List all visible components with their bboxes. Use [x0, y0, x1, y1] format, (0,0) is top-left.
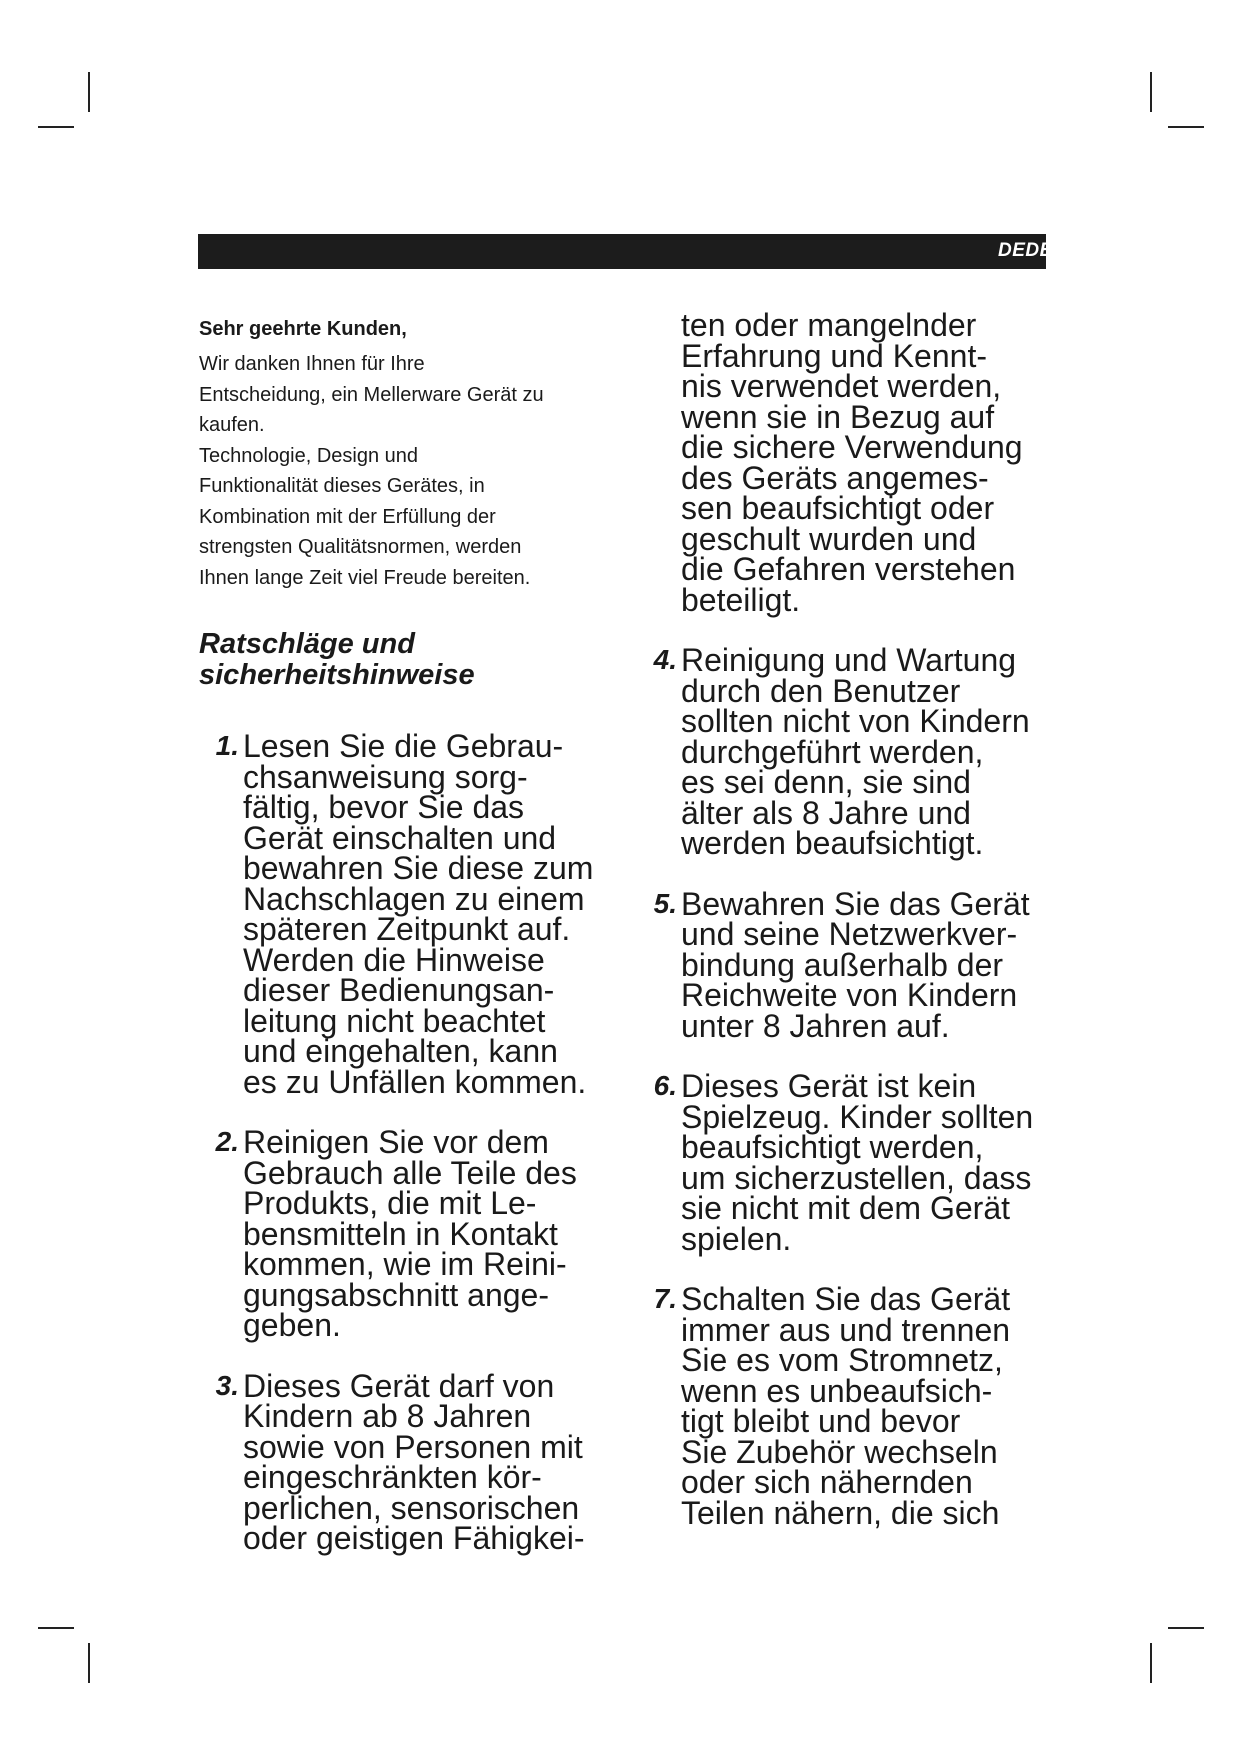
item-line: es zu Unfällen kommen. [243, 1063, 587, 1100]
crop-mark-top-right-v [1150, 72, 1152, 112]
intro-line: kaufen. [199, 414, 265, 436]
item-number: 6. [653, 1070, 677, 1101]
section-title [199, 629, 624, 691]
item-line: wenn sie in Bezug auf [681, 398, 995, 435]
item-line: perlichen, sensorischen [243, 1489, 580, 1526]
safety-item-1 [199, 728, 624, 1100]
section-title-line: Ratschläge und [199, 628, 415, 660]
crop-mark-bottom-left-h [38, 1627, 74, 1629]
item-line: sen beaufsichtigt oder [681, 490, 995, 526]
item-line: wenn es unbeaufsich- [681, 1372, 993, 1409]
item-line: beteiligt. [681, 581, 801, 618]
item-line: werden beaufsichtigt. [681, 825, 984, 861]
item-line: leitung nicht beachtet [243, 1002, 546, 1039]
safety-item-2 [199, 1124, 624, 1343]
header-bar [198, 234, 1053, 269]
item-line: sie nicht mit dem Gerät [681, 1190, 1010, 1226]
item-line: kommen, wie im Reini- [243, 1246, 567, 1282]
item-line: geben. [243, 1307, 341, 1343]
item-line: bensmitteln in Kontakt [243, 1215, 558, 1252]
item-line: gungsabschnitt ange- [243, 1276, 549, 1313]
item-line: unter 8 Jahren auf. [681, 1007, 950, 1044]
item-line: Lesen Sie die Gebrau- [243, 728, 564, 764]
safety-item-3-continuation [645, 307, 1065, 618]
item-line: ten oder mangelnder [681, 307, 977, 343]
item-line: sowie von Personen mit [243, 1428, 583, 1465]
intro-line: Ihnen lange Zeit viel Freude bereiten. [199, 566, 531, 589]
item-line: die sichere Verwendung [681, 429, 1023, 465]
item-number: 1. [215, 730, 239, 761]
item-line: spielen. [681, 1220, 792, 1257]
item-line: oder geistigen Fähigkei- [243, 1520, 585, 1556]
item-line: Sie es vom Stromnetz, [681, 1342, 1003, 1378]
item-line: Spielzeug. Kinder sollten [681, 1098, 1034, 1135]
item-line: Erfahrung und Kennt- [681, 337, 987, 374]
intro-line: Wir danken Ihnen für Ihre [199, 353, 425, 375]
intro-line: Entscheidung, ein Mellerware Gerät zu [199, 383, 544, 406]
item-line: des Geräts angemes- [681, 459, 989, 496]
item-line: und seine Netzwerkver- [681, 916, 1018, 952]
item-line: Sie Zubehör wechseln [681, 1433, 998, 1470]
item-line: Dieses Gerät ist kein [681, 1068, 977, 1104]
section-title-line: sicherheitshinweise [199, 659, 475, 691]
item-line: die Gefahren verstehen [681, 551, 1016, 587]
safety-item-3 [199, 1367, 624, 1556]
item-line: durchgeführt werden, [681, 733, 984, 770]
item-line: dieser Bedienungsan- [243, 972, 555, 1008]
item-number: 7. [653, 1283, 677, 1314]
item-line: Dieses Gerät darf von [243, 1367, 555, 1404]
item-line: fältig, bevor Sie das [243, 789, 525, 825]
greeting: Sehr geehrte Kunden, [199, 318, 407, 340]
item-line: es sei denn, sie sind [681, 764, 971, 800]
item-line: Teilen nähern, die sich [681, 1494, 1000, 1531]
crop-mark-top-right-h [1168, 126, 1204, 128]
intro-line: Funktionalität dieses Gerätes, in [199, 475, 485, 497]
item-line: Produkts, die mit Le- [243, 1185, 537, 1221]
item-line: Reinigen Sie vor dem [243, 1124, 549, 1160]
crop-mark-top-left-h [38, 126, 74, 128]
item-line: geschult wurden und [681, 520, 977, 557]
crop-mark-bottom-right-h [1168, 1627, 1204, 1629]
crop-mark-bottom-left-v [88, 1643, 90, 1683]
item-line: und eingehalten, kann [243, 1033, 558, 1069]
item-number: 4. [653, 644, 677, 675]
item-line: durch den Benutzer [681, 672, 961, 709]
item-number: 5. [653, 887, 677, 919]
item-line: Schalten Sie das Gerät [681, 1281, 1011, 1317]
item-line: tigt bleibt und bevor [681, 1403, 961, 1439]
item-line: oder sich nähernden [681, 1464, 973, 1500]
item-line: bewahren Sie diese zum [243, 850, 594, 886]
item-line: Werden die Hinweise [243, 941, 545, 978]
intro-line: strengsten Qualitätsnormen, werden [199, 536, 522, 558]
left-column [199, 318, 624, 1584]
item-line: nis verwendet werden, [681, 368, 1002, 404]
item-line: Nachschlagen zu einem [243, 880, 585, 917]
safety-item-7 [645, 1281, 1065, 1531]
item-line: Gebrauch alle Teile des [243, 1154, 577, 1191]
intro-line: Technologie, Design und [199, 444, 419, 467]
item-number: 3. [215, 1369, 239, 1401]
item-line: Reichweite von Kindern [681, 977, 1018, 1013]
crop-mark-top-left-v [88, 72, 90, 112]
item-line: immer aus und trennen [681, 1311, 1011, 1348]
item-line: Kindern ab 8 Jahren [243, 1398, 532, 1434]
item-line: Reinigung und Wartung [681, 642, 1017, 678]
safety-item-4 [645, 642, 1065, 861]
safety-item-6 [645, 1068, 1065, 1257]
language-tag: DEDE [998, 240, 1053, 261]
item-line: älter als 8 Jahre und [681, 794, 971, 831]
item-line: eingeschränkten kör- [243, 1459, 542, 1495]
item-line: Bewahren Sie das Gerät [681, 885, 1030, 922]
item-line: beaufsichtigt werden, [681, 1129, 984, 1165]
item-line: Gerät einschalten und [243, 819, 557, 856]
crop-mark-bottom-right-v [1150, 1643, 1152, 1683]
intro-line: Kombination mit der Erfüllung der [199, 505, 496, 528]
item-line: sollten nicht von Kindern [681, 703, 1030, 739]
intro-text [199, 349, 624, 593]
item-number: 2. [215, 1126, 239, 1157]
right-column [645, 307, 1065, 1558]
item-line: bindung außerhalb der [681, 946, 1004, 983]
item-line: späteren Zeitpunkt auf. [243, 911, 571, 947]
item-line: chsanweisung sorg- [243, 758, 528, 795]
safety-item-5 [645, 885, 1065, 1044]
item-line: um sicherzustellen, dass [681, 1159, 1032, 1196]
